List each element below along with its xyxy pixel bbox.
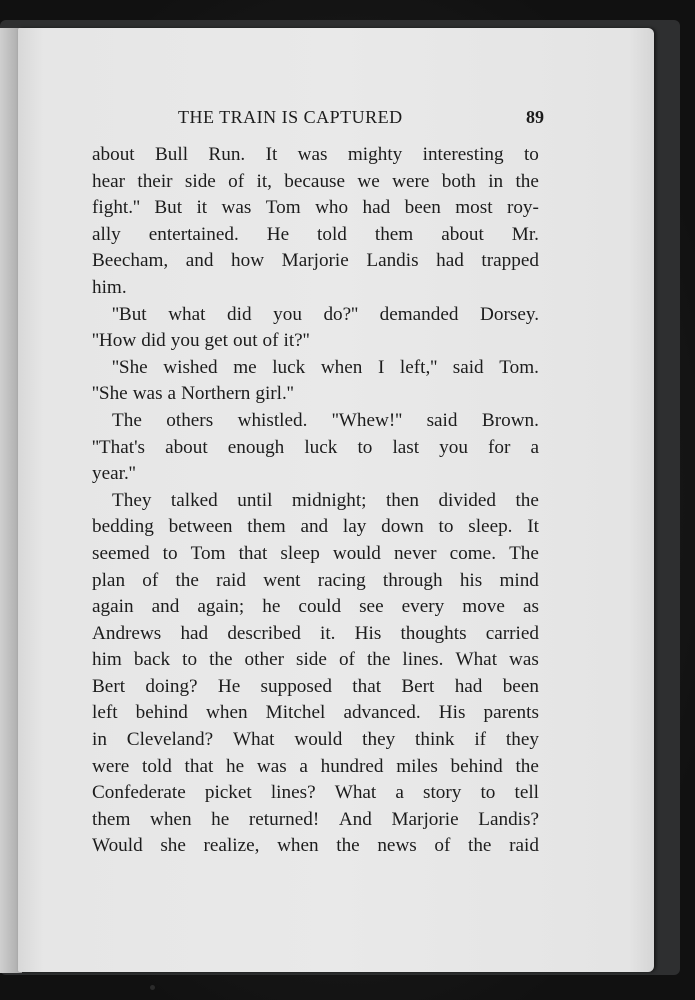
word: see	[359, 596, 384, 618]
word: to	[182, 649, 198, 671]
word: last	[392, 436, 420, 458]
word: both	[441, 170, 476, 192]
word: were	[92, 755, 130, 777]
word: trapped	[481, 250, 539, 272]
word: that	[352, 675, 382, 697]
word: was	[256, 755, 287, 777]
text-line	[92, 302, 539, 329]
text-line	[92, 248, 539, 275]
word: did	[141, 330, 166, 352]
word: ''That's	[92, 436, 145, 458]
word: for	[488, 436, 511, 458]
word: in	[488, 170, 504, 192]
word: behind	[135, 702, 188, 724]
word: They	[112, 489, 152, 511]
word: It	[265, 144, 278, 165]
word: Mitchel	[265, 702, 326, 724]
text-line	[92, 461, 539, 488]
text-line	[92, 754, 539, 781]
word: me	[233, 356, 257, 378]
word: through	[382, 569, 443, 591]
word: the	[209, 649, 233, 671]
word: when	[320, 356, 363, 378]
word: girl.''	[255, 383, 294, 405]
word: had	[454, 675, 483, 697]
word: when	[277, 835, 319, 857]
word: left	[92, 702, 118, 724]
word: he	[226, 755, 245, 777]
word: tell	[514, 782, 539, 804]
word: you	[273, 303, 302, 325]
word: supposed	[260, 675, 332, 697]
word: He	[266, 223, 290, 245]
text-line	[92, 807, 539, 834]
word: His	[354, 622, 382, 644]
word: Northern	[181, 383, 251, 405]
word: and	[185, 250, 214, 272]
word: other	[244, 649, 284, 671]
word: how	[231, 250, 265, 272]
text-line	[92, 674, 539, 701]
word: she	[160, 835, 186, 857]
word: enough	[227, 436, 285, 458]
word: about	[165, 436, 208, 458]
word: the	[515, 170, 539, 192]
word: if	[474, 729, 487, 751]
word: luck	[304, 436, 338, 458]
word: His	[438, 702, 466, 724]
word: he	[211, 808, 230, 830]
page-number: 89	[526, 107, 544, 127]
text-line	[92, 381, 539, 408]
word: Marjorie	[391, 808, 459, 830]
word: out	[233, 330, 258, 352]
word: ''She	[112, 356, 148, 378]
word: would	[332, 542, 381, 564]
word: back	[133, 649, 171, 671]
word: would	[294, 729, 343, 751]
word: fight.''	[92, 197, 140, 219]
word: luck	[272, 356, 306, 378]
text-line	[92, 647, 539, 674]
word: ally	[92, 223, 121, 245]
word: again	[92, 596, 134, 618]
word: in	[92, 729, 107, 751]
word: racing	[317, 569, 366, 591]
word: Tom	[190, 542, 226, 564]
word: to	[162, 542, 178, 564]
word: Bull	[155, 144, 189, 165]
word: He	[217, 675, 241, 697]
text-line	[92, 727, 539, 754]
word: the	[366, 649, 391, 671]
word: Would	[92, 835, 143, 857]
text-line	[92, 355, 539, 382]
word: What	[334, 782, 377, 804]
text-line	[92, 195, 539, 222]
text-line	[92, 780, 539, 807]
running-title: THE TRAIN IS CAPTURED	[178, 107, 403, 127]
word: The	[509, 542, 539, 564]
word: then	[385, 489, 419, 511]
word: Landis	[366, 250, 419, 272]
word: Cleveland?	[126, 729, 214, 751]
word: Landis?	[478, 808, 539, 830]
word: was	[297, 144, 328, 165]
word: advanced.	[343, 702, 421, 724]
word: Bert	[92, 675, 126, 697]
word: had	[180, 622, 209, 644]
text-line	[92, 222, 539, 249]
word: picket	[204, 782, 252, 804]
word: But	[154, 197, 183, 219]
word: the	[336, 835, 360, 857]
word: mighty	[347, 144, 403, 165]
word: Beecham,	[92, 250, 169, 272]
word: lay	[342, 516, 367, 538]
word: Brown.	[481, 409, 539, 431]
word: come.	[449, 542, 496, 564]
word: seemed	[92, 542, 150, 564]
word: they	[505, 729, 539, 751]
word: parents	[483, 702, 539, 724]
text-line	[92, 621, 539, 648]
text-line	[92, 594, 539, 621]
word: wished	[163, 356, 218, 378]
word: a	[395, 782, 404, 804]
text-line	[92, 435, 539, 462]
word: side	[184, 170, 216, 192]
word: year.''	[92, 463, 136, 485]
word: sleep.	[468, 516, 513, 538]
text-line	[92, 541, 539, 568]
word: The	[112, 409, 142, 431]
word: story	[422, 782, 462, 804]
word: were	[392, 170, 430, 192]
word: he	[262, 596, 281, 618]
word: roy-	[506, 197, 539, 219]
word: you	[170, 330, 200, 352]
word: Marjorie	[281, 250, 349, 272]
word: interesting	[422, 144, 504, 165]
word: think	[415, 729, 455, 751]
word: the	[175, 569, 199, 591]
word: What	[232, 729, 275, 751]
body-text	[92, 142, 539, 860]
word: raid	[216, 569, 246, 591]
word: raid	[509, 835, 539, 857]
word: of	[262, 330, 279, 352]
text-line	[92, 700, 539, 727]
word: the	[515, 755, 539, 777]
word: the	[468, 835, 492, 857]
word: had	[436, 250, 464, 272]
word: to	[438, 516, 454, 538]
word: Confederate	[92, 782, 186, 804]
word: what	[168, 303, 206, 325]
word: left,''	[399, 356, 438, 378]
dust-speck	[150, 985, 155, 990]
word: mind	[499, 569, 539, 591]
word: it	[196, 197, 208, 219]
word: plan	[92, 569, 126, 591]
word: ''How	[92, 330, 137, 352]
word: said	[452, 356, 484, 378]
word: do?''	[323, 303, 359, 325]
word: get	[204, 330, 228, 352]
word: ''Whew!''	[331, 409, 403, 431]
word: to	[480, 782, 496, 804]
text-line	[92, 568, 539, 595]
word: lines.	[402, 649, 444, 671]
word: Andrews	[92, 622, 162, 644]
word: demanded	[379, 303, 459, 325]
word: It	[527, 516, 539, 538]
word: hundred	[320, 755, 384, 777]
word: I	[377, 356, 385, 378]
text-line	[92, 488, 539, 515]
word: about	[92, 144, 135, 165]
word: described	[227, 622, 301, 644]
word: ''But	[112, 303, 147, 325]
word: been	[502, 675, 539, 697]
word: who	[315, 197, 349, 219]
word: lines?	[270, 782, 316, 804]
word: What	[455, 649, 498, 671]
word: when	[206, 702, 248, 724]
word: a	[530, 436, 539, 458]
word: side	[296, 649, 327, 671]
word: between	[168, 516, 233, 538]
word: news	[377, 835, 417, 857]
word: hear	[92, 170, 126, 192]
word: was	[221, 197, 252, 219]
word: every	[401, 596, 445, 618]
word: miles	[396, 755, 438, 777]
word: we	[357, 170, 380, 192]
word: bedding	[92, 516, 154, 538]
word: was	[132, 383, 163, 405]
word: Tom	[265, 197, 301, 219]
word: divided	[438, 489, 497, 511]
word: because	[284, 170, 346, 192]
word: you	[439, 436, 468, 458]
word: as	[522, 596, 539, 618]
word: they	[362, 729, 396, 751]
word: him	[92, 649, 122, 671]
word: carried	[485, 622, 539, 644]
word: the	[515, 489, 539, 511]
word: midnight;	[291, 489, 367, 511]
text-line	[92, 514, 539, 541]
word: to	[357, 436, 373, 458]
word: them	[247, 516, 286, 538]
word: Dorsey.	[480, 303, 539, 325]
word: to	[523, 144, 539, 165]
word: realize,	[203, 835, 260, 857]
word: it,	[256, 170, 272, 192]
word: down	[381, 516, 424, 538]
word: of	[142, 569, 159, 591]
word: when	[149, 808, 192, 830]
word: thoughts	[400, 622, 467, 644]
word: whistled.	[237, 409, 308, 431]
word: others	[166, 409, 214, 431]
word: that	[184, 755, 214, 777]
word: him.	[92, 276, 127, 298]
word: doing?	[145, 675, 198, 697]
word: of	[434, 835, 451, 857]
word: did	[227, 303, 252, 325]
word: his	[459, 569, 483, 591]
word: their	[137, 170, 173, 192]
word: a	[299, 755, 308, 777]
word: and	[151, 596, 180, 618]
word: had	[362, 197, 391, 219]
word: behind	[450, 755, 503, 777]
word: it.	[320, 622, 336, 644]
text-line	[92, 142, 539, 169]
text-line	[92, 328, 539, 355]
word: never	[393, 542, 437, 564]
word: of	[228, 170, 245, 192]
word: Bert	[401, 675, 435, 697]
text-line	[92, 833, 539, 860]
word: again;	[197, 596, 245, 618]
word: said	[426, 409, 458, 431]
word: Tom.	[499, 356, 539, 378]
word: of	[338, 649, 355, 671]
word: talked	[170, 489, 218, 511]
word: sleep	[280, 542, 320, 564]
word: told	[317, 223, 347, 245]
word: entertained.	[148, 223, 239, 245]
word: ''She	[92, 383, 128, 405]
word: Mr.	[511, 223, 539, 245]
word: Run.	[208, 144, 246, 165]
word: that	[238, 542, 268, 564]
word: about	[441, 223, 484, 245]
word: it?''	[283, 330, 310, 352]
word: most	[455, 197, 493, 219]
word: them	[92, 808, 131, 830]
word: them	[374, 223, 414, 245]
page-header	[178, 107, 544, 133]
text-line	[92, 169, 539, 196]
text-line	[92, 275, 539, 302]
word: and	[300, 516, 329, 538]
word: returned!	[248, 808, 320, 830]
word: could	[298, 596, 342, 618]
word: until	[237, 489, 273, 511]
word: move	[462, 596, 505, 618]
word: was	[509, 649, 539, 671]
word: And	[338, 808, 372, 830]
word: told	[141, 755, 172, 777]
word: been	[404, 197, 441, 219]
word: a	[167, 383, 177, 405]
word: went	[263, 569, 301, 591]
text-line	[92, 408, 539, 435]
